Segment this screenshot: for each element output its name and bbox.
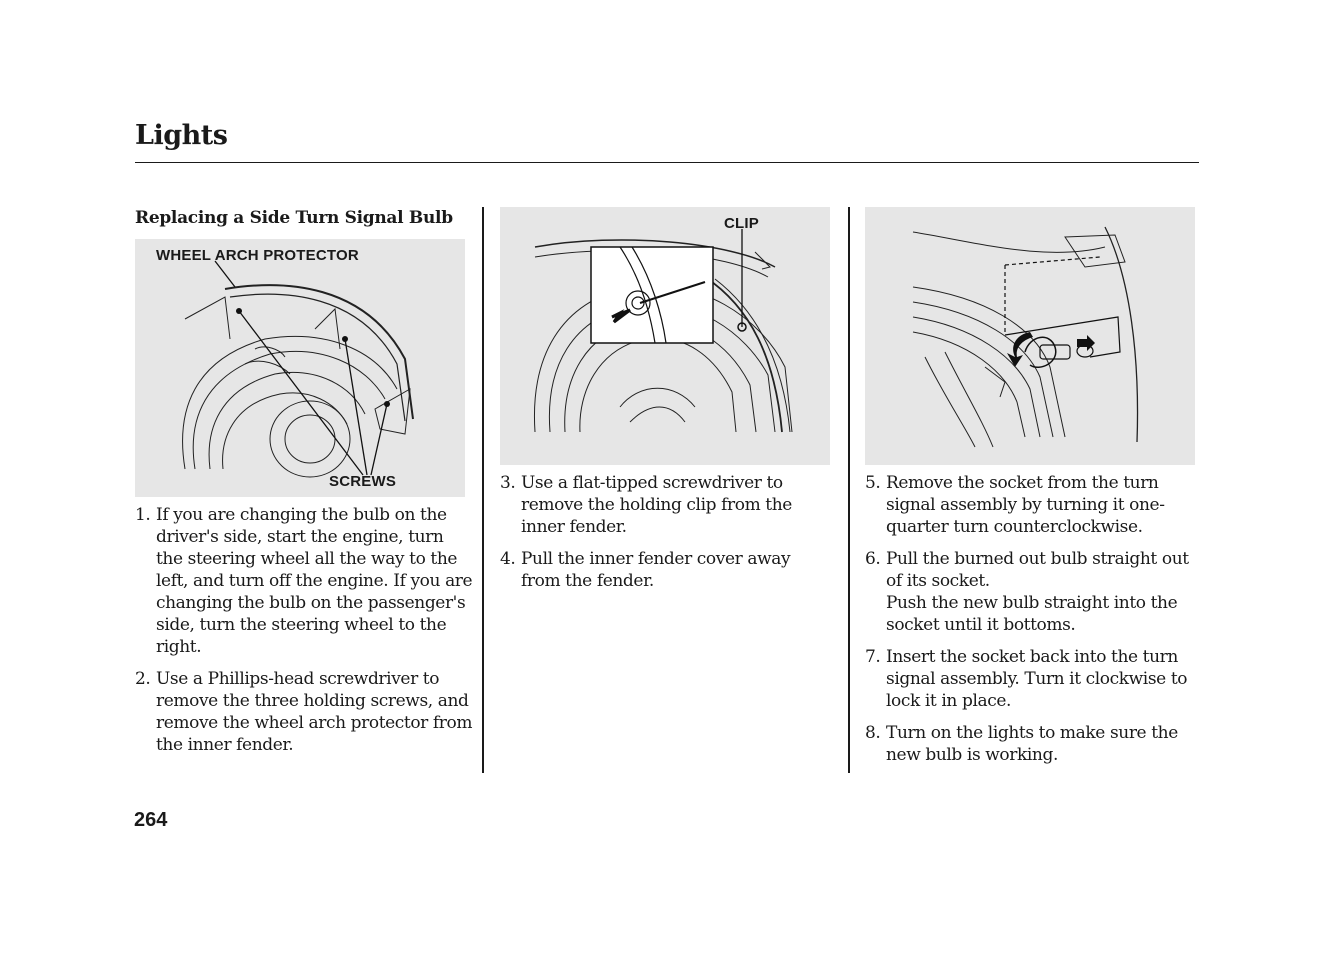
step-item bbox=[500, 472, 832, 538]
section-heading: Replacing a Side Turn Signal Bulb bbox=[135, 208, 453, 228]
step-number: 7. bbox=[865, 647, 881, 667]
socket-illustration bbox=[865, 207, 1195, 465]
step-item bbox=[865, 548, 1197, 636]
step-item bbox=[135, 668, 475, 756]
step-text: Remove the socket from the turn signal assembly by turning it one-quarter turn counterclockwise. bbox=[886, 473, 1165, 537]
step-item bbox=[865, 472, 1197, 538]
steps-column-2 bbox=[500, 472, 832, 602]
header-divider bbox=[135, 162, 1199, 163]
label-clip: CLIP bbox=[724, 215, 759, 232]
step-item bbox=[135, 504, 475, 658]
step-number: 3. bbox=[500, 473, 516, 493]
step-number: 4. bbox=[500, 549, 516, 569]
label-wheel-arch-protector: WHEEL ARCH PROTECTOR bbox=[156, 247, 359, 264]
step-number: 6. bbox=[865, 549, 881, 569]
steps-column-1 bbox=[135, 504, 475, 766]
step-number: 1. bbox=[135, 505, 151, 525]
clip-illustration bbox=[500, 207, 830, 465]
step-text: Use a Phillips-head screwdriver to remove the three holding screws, and remove the wheel arch protector from the inner fender. bbox=[156, 669, 473, 755]
step-text: Pull the burned out bulb straight out of its socket. bbox=[886, 549, 1189, 591]
figure-socket-removal bbox=[865, 207, 1195, 465]
step-number: 8. bbox=[865, 723, 881, 743]
page-number: 264 bbox=[134, 809, 168, 831]
steps-column-3 bbox=[865, 472, 1197, 776]
figure-wheel-arch-protector bbox=[135, 239, 465, 497]
figure-clip-removal bbox=[500, 207, 830, 465]
page-title: Lights bbox=[135, 120, 228, 151]
label-screws: SCREWS bbox=[329, 473, 397, 490]
step-text: Use a flat-tipped screwdriver to remove the holding clip from the inner fender. bbox=[521, 473, 792, 537]
wheel-arch-illustration bbox=[135, 239, 465, 497]
step-text: Insert the socket back into the turn signal assembly. Turn it clockwise to lock it in place. bbox=[886, 647, 1188, 711]
step-text: If you are changing the bulb on the driver's side, start the engine, turn the steering wheel all the way to the left, and turn off the engine. If you are changing the bulb on the passenger's side, turn the steering wheel to the right. bbox=[156, 505, 473, 657]
step-item bbox=[865, 722, 1197, 766]
step-number: 5. bbox=[865, 473, 881, 493]
step-text-extra: Push the new bulb straight into the socket until it bottoms. bbox=[886, 593, 1178, 635]
step-text: Pull the inner fender cover away from the fender. bbox=[521, 549, 791, 591]
step-text: Turn on the lights to make sure the new bulb is working. bbox=[886, 723, 1178, 765]
step-number: 2. bbox=[135, 669, 151, 689]
step-item bbox=[500, 548, 832, 592]
column-divider-right bbox=[848, 207, 850, 773]
step-item bbox=[865, 646, 1197, 712]
column-divider-left bbox=[482, 207, 484, 773]
